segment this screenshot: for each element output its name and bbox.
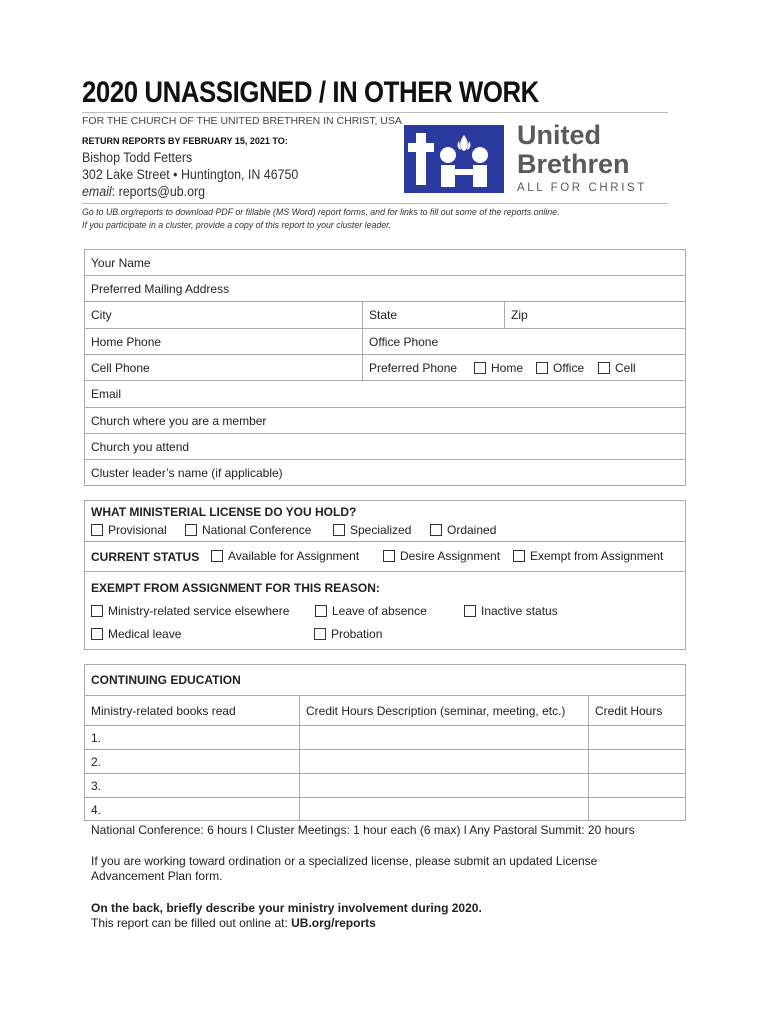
divider — [299, 726, 300, 749]
row-cluster-leader[interactable] — [85, 460, 685, 486]
row-number: 4. — [91, 802, 102, 817]
email-line — [82, 184, 205, 199]
cell-phone-label[interactable]: Cell Phone — [91, 360, 150, 375]
city-label[interactable]: City — [91, 308, 112, 322]
email-field-label: Email — [91, 387, 122, 401]
pref-cell-option[interactable]: Cell — [598, 361, 636, 375]
row-your-name[interactable] — [85, 250, 685, 276]
books-column-header: Ministry-related books read — [91, 703, 236, 718]
hours-note: National Conference: 6 hours l Cluster Meetings: 1 hour each (6 max) l Any Pastoral Summit: 20 hours — [91, 823, 635, 837]
table-row[interactable] — [85, 774, 685, 798]
exempt-ministry-option[interactable]: Ministry-related service elsewhere — [91, 604, 289, 618]
status-label: CURRENT STATUS — [91, 550, 200, 564]
license-national-conference-checkbox[interactable] — [185, 524, 197, 536]
return-deadline: RETURN REPORTS BY FEBRUARY 15, 2021 TO: — [82, 136, 288, 146]
education-heading: CONTINUING EDUCATION — [91, 673, 241, 687]
pref-office-option[interactable]: Office — [536, 361, 584, 375]
exempt-leave-checkbox[interactable] — [315, 605, 327, 617]
ordination-note-line-2: Advancement Plan form. — [91, 869, 223, 883]
pref-home-checkbox[interactable] — [474, 362, 486, 374]
online-note: This report can be filled out online at: UB.org/reports — [91, 916, 376, 930]
divider — [299, 774, 300, 797]
status-desire-checkbox[interactable] — [383, 550, 395, 562]
divider — [588, 726, 589, 749]
preferred-phone-label: Preferred Phone — [369, 360, 458, 375]
exempt-row — [85, 572, 685, 650]
license-heading: WHAT MINISTERIAL LICENSE DO YOU HOLD? — [91, 505, 357, 519]
email-label: email — [82, 184, 112, 199]
subtitle: FOR THE CHURCH OF THE UNITED BRETHREN IN CHRIST, USA — [82, 115, 402, 127]
exempt-probation-checkbox[interactable] — [314, 628, 326, 640]
zip-label[interactable]: Zip — [511, 308, 528, 322]
row-email[interactable] — [85, 381, 685, 408]
license-ordained-option[interactable]: Ordained — [430, 523, 496, 537]
united-brethren-logo-icon — [404, 125, 504, 193]
email-value[interactable]: : reports@ub.org — [111, 184, 206, 199]
divider — [588, 774, 589, 797]
row-number: 1. — [91, 730, 102, 745]
divider — [299, 750, 300, 773]
pref-office-checkbox[interactable] — [536, 362, 548, 374]
divider — [299, 798, 300, 821]
status-desire-option[interactable]: Desire Assignment — [383, 549, 500, 563]
table-row[interactable] — [85, 726, 685, 750]
credit-hours-column-header: Credit Hours — [595, 703, 663, 718]
continuing-education-section — [84, 664, 686, 821]
description-column-header: Credit Hours Description (seminar, meeting, etc.) — [306, 703, 566, 718]
cluster-leader-label: Cluster leader’s name (if applicable) — [91, 466, 283, 480]
license-national-conference-option[interactable]: National Conference — [185, 523, 311, 537]
status-exempt-checkbox[interactable] — [513, 550, 525, 562]
attend-church-label: Church you attend — [91, 439, 190, 454]
online-report-link[interactable]: UB.org/reports — [291, 916, 376, 930]
instructions-note-1: Go to UB.org/reports to download PDF or fillable (MS Word) report forms, and for links to fill out some of the reports online. — [82, 207, 560, 217]
home-phone-label[interactable]: Home Phone — [91, 334, 162, 349]
license-ordained-checkbox[interactable] — [430, 524, 442, 536]
exempt-medical-option[interactable]: Medical leave — [91, 627, 181, 641]
row-number: 3. — [91, 778, 102, 793]
logo-text-brethren: Brethren — [517, 149, 630, 179]
divider — [588, 798, 589, 821]
logo-tagline: ALL FOR CHRIST — [517, 182, 647, 194]
license-provisional-option[interactable]: Provisional — [91, 523, 167, 537]
page-title: 2020 UNASSIGNED / IN OTHER WORK — [82, 76, 539, 109]
addressee: Bishop Todd Fetters — [82, 150, 193, 165]
license-row — [85, 501, 685, 542]
table-row[interactable] — [85, 750, 685, 774]
row-member-church[interactable] — [85, 408, 685, 434]
exempt-heading: EXEMPT FROM ASSIGNMENT FOR THIS REASON: — [91, 581, 380, 595]
education-heading-row — [85, 665, 685, 696]
ordination-note-line-1: If you are working toward ordination or a specialized license, please submit an updated License — [91, 854, 598, 868]
license-provisional-checkbox[interactable] — [91, 524, 103, 536]
header-rule — [82, 112, 668, 113]
exempt-medical-checkbox[interactable] — [91, 628, 103, 640]
office-phone-label[interactable]: Office Phone — [369, 334, 439, 349]
back-page-note: On the back, briefly describe your ministry involvement during 2020. — [91, 901, 482, 915]
row-city-state-zip — [85, 302, 685, 329]
license-specialized-checkbox[interactable] — [333, 524, 345, 536]
header-rule-2 — [82, 203, 668, 204]
exempt-ministry-checkbox[interactable] — [91, 605, 103, 617]
education-header-row — [85, 696, 685, 726]
exempt-inactive-checkbox[interactable] — [464, 605, 476, 617]
contact-info-section — [84, 249, 686, 486]
instructions-note-2: If you participate in a cluster, provide a copy of this report to your cluster leader. — [82, 220, 392, 230]
exempt-inactive-option[interactable]: Inactive status — [464, 604, 558, 618]
status-available-option[interactable]: Available for Assignment — [211, 549, 359, 563]
row-number: 2. — [91, 754, 102, 769]
mailing-address-label: Preferred Mailing Address — [91, 281, 230, 296]
row-mailing-address[interactable] — [85, 276, 685, 302]
pref-home-option[interactable]: Home — [474, 361, 523, 375]
member-church-label: Church where you are a member — [91, 413, 267, 428]
state-label[interactable]: State — [369, 308, 398, 322]
exempt-leave-option[interactable]: Leave of absence — [315, 604, 427, 618]
row-phones — [85, 329, 685, 355]
row-attend-church[interactable] — [85, 434, 685, 460]
pref-cell-checkbox[interactable] — [598, 362, 610, 374]
street-address: 302 Lake Street • Huntington, IN 46750 — [82, 167, 299, 182]
logo-text-united: United — [517, 120, 601, 150]
status-exempt-option[interactable]: Exempt from Assignment — [513, 549, 663, 563]
exempt-probation-option[interactable]: Probation — [314, 627, 382, 641]
license-section — [84, 500, 686, 650]
your-name-label: Your Name — [91, 255, 151, 270]
divider — [588, 750, 589, 773]
status-available-checkbox[interactable] — [211, 550, 223, 562]
row-cell-preferred — [85, 355, 685, 381]
license-specialized-option[interactable]: Specialized — [333, 523, 411, 537]
status-row — [85, 542, 685, 572]
table-row[interactable] — [85, 798, 685, 821]
